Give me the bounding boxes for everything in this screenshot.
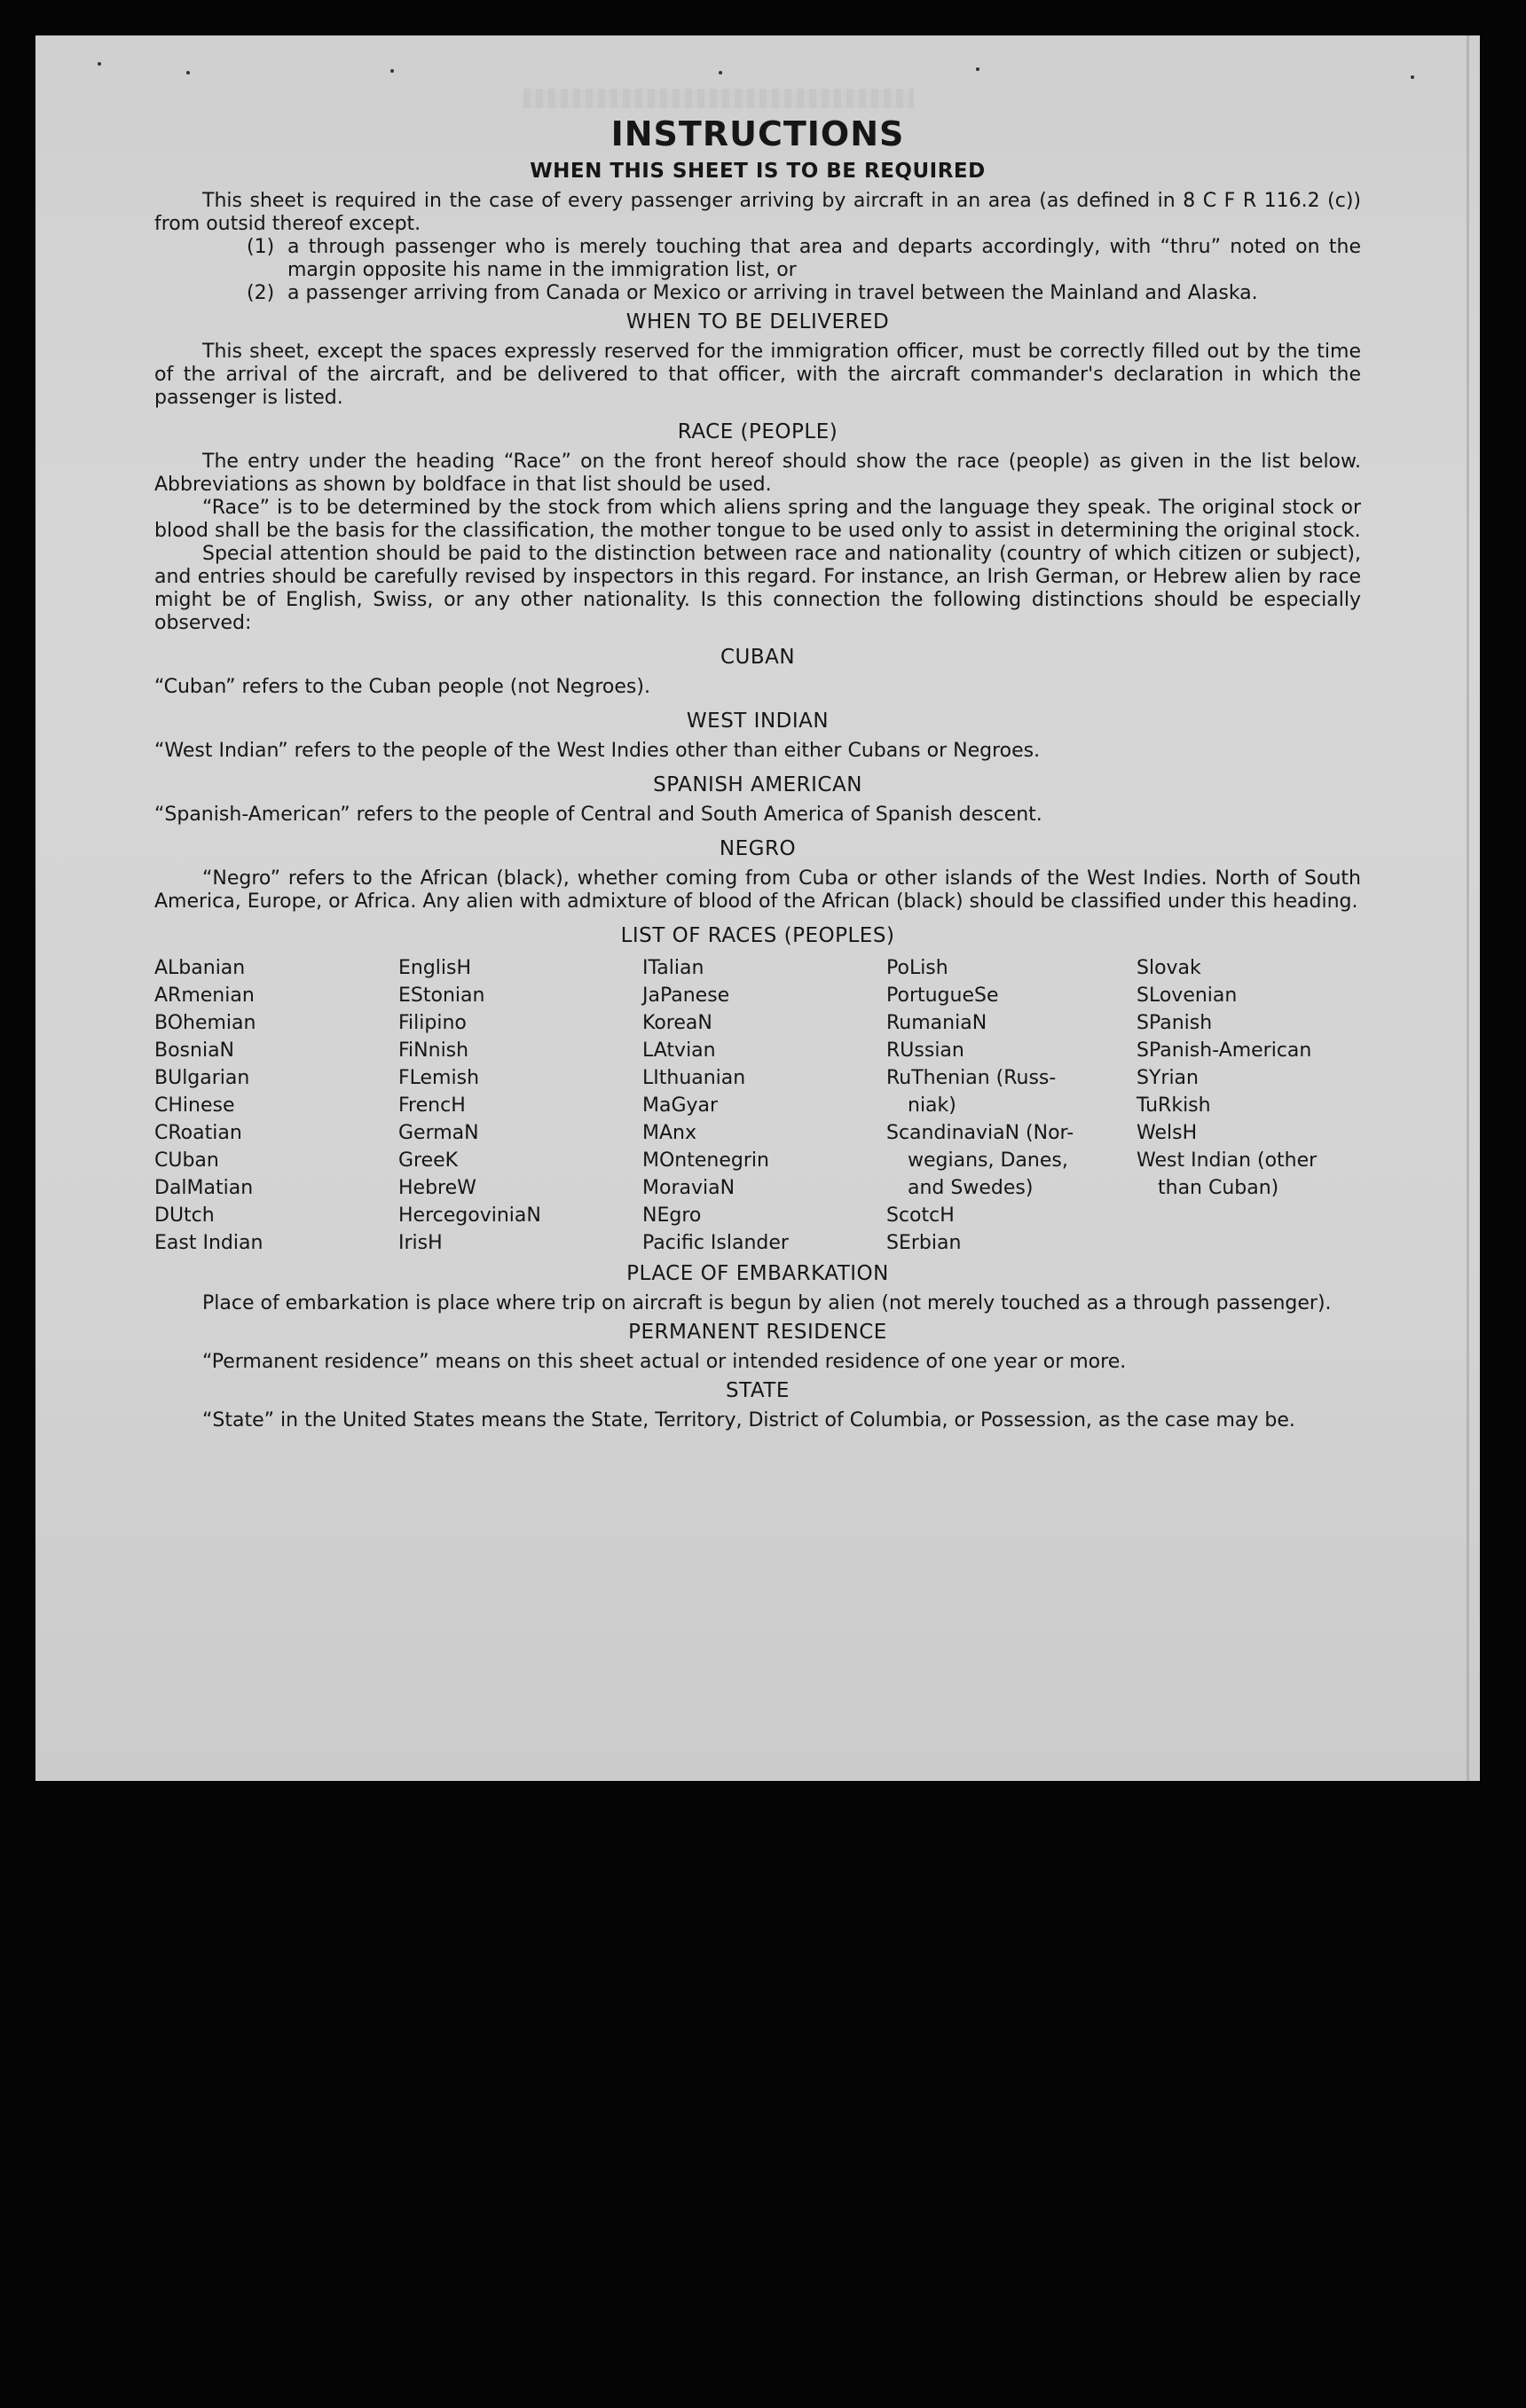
race-item: Slovak (1137, 957, 1201, 979)
race-item: West Indian (other (1137, 1149, 1318, 1172)
heading-cuban: CUBAN (720, 646, 796, 669)
embarkation-paragraph: Place of embarkation is place where trip on aircraft is begun by alien (not merely touched as a through passenger). (202, 1292, 1332, 1314)
race-column (642, 954, 886, 1257)
race-item: RumaniaN (886, 1012, 987, 1034)
race-item: SYrian (1137, 1067, 1199, 1089)
race-item: JaPanese (642, 984, 730, 1007)
heading-state: STATE (726, 1379, 790, 1402)
race-paragraph-1: The entry under the heading “Race” on the front hereof should show the race (people) as given in the list below. Abbreviations as shown by boldface in that list should be used. (154, 451, 1361, 496)
race-item: LAtvian (642, 1039, 716, 1062)
race-item: Filipino (398, 1012, 467, 1034)
cuban-paragraph: “Cuban” refers to the Cuban people (not Negroes). (154, 676, 650, 698)
race-item: TuRkish (1137, 1094, 1211, 1117)
race-item: Pacific Islander (642, 1232, 789, 1254)
permanent-residence-paragraph: “Permanent residence” means on this sheet actual or intended residence of one year or more. (202, 1351, 1127, 1373)
race-item: MOntenegrin (642, 1149, 769, 1172)
race-item: ScotcH (886, 1204, 955, 1227)
race-item: HebreW (398, 1177, 476, 1199)
exception-number: (1) (247, 236, 275, 258)
west-indian-paragraph: “West Indian” refers to the people of the West Indies other than either Cubans or Negroes. (154, 740, 1041, 762)
race-item: ScandinaviaN (Nor- (886, 1122, 1074, 1144)
race-item: WelsH (1137, 1122, 1198, 1144)
race-item: BosniaN (154, 1039, 235, 1062)
race-item: NEgro (642, 1204, 702, 1227)
race-item: CUban (154, 1149, 219, 1172)
exception-item (247, 236, 1361, 282)
state-paragraph: “State” in the United States means the State, Territory, District of Columbia, or Possession, as the case may be. (202, 1409, 1295, 1431)
race-item: wegians, Danes, (908, 1149, 1068, 1172)
race-column (154, 954, 398, 1257)
race-item: MoraviaN (642, 1177, 735, 1199)
race-item: FiNnish (398, 1039, 469, 1062)
race-item: SPanish-American (1137, 1039, 1312, 1062)
race-item: SErbian (886, 1232, 962, 1254)
race-item: East Indian (154, 1232, 264, 1254)
scan-speck (390, 69, 394, 73)
race-item: niak) (908, 1094, 956, 1117)
race-column (398, 954, 642, 1257)
race-paragraph-2: “Race” is to be determined by the stock from which aliens spring and the language they speak. The original stock or blood shall be the basis for the classification, the mother tongue to be used only to assist in determining the original stock. (154, 497, 1361, 542)
race-item: EStonian (398, 984, 485, 1007)
race-item: GreeK (398, 1149, 459, 1172)
race-item: DalMatian (154, 1177, 254, 1199)
race-item: BUlgarian (154, 1067, 250, 1089)
race-item: RuThenian (Russ- (886, 1067, 1057, 1089)
heading-list-of-races: LIST OF RACES (PEOPLES) (620, 924, 895, 947)
race-item: RUssian (886, 1039, 964, 1062)
races-list (154, 954, 1361, 1257)
heading-negro: NEGRO (719, 837, 797, 860)
race-item: FLemish (398, 1067, 480, 1089)
heading-embarkation: PLACE OF EMBARKATION (626, 1262, 889, 1285)
race-item: ARmenian (154, 984, 255, 1007)
heading-when-required: WHEN THIS SHEET IS TO BE REQUIRED (530, 160, 986, 183)
race-item: HercegoviniaN (398, 1204, 541, 1227)
race-item: DUtch (154, 1204, 215, 1227)
race-item: IrisH (398, 1232, 443, 1254)
race-item: SLovenian (1137, 984, 1238, 1007)
race-item: BOhemian (154, 1012, 256, 1034)
scan-speck (719, 71, 722, 75)
page-title: INSTRUCTIONS (610, 114, 905, 153)
race-item: MaGyar (642, 1094, 719, 1117)
scan-speck (186, 71, 190, 75)
race-item: KoreaN (642, 1012, 712, 1034)
race-item: PortugueSe (886, 984, 999, 1007)
exception-text: a through passenger who is merely touching that area and departs accordingly, with “thru” noted on the margin opposite his name in the immigration list, or (287, 236, 1361, 281)
when-required-paragraph: This sheet is required in the case of every passenger arriving by aircraft in an area (as defined in 8 C F R 116.2 (c)) from outsid thereof except. (154, 190, 1361, 235)
exception-text: a passenger arriving from Canada or Mexico or arriving in travel between the Mainland and Alaska. (287, 282, 1258, 304)
race-paragraph-3: Special attention should be paid to the distinction between race and nationality (country of which citizen or subject), and entries should be carefully revised by inspectors in this regard. For instance, an Irish German, or Hebrew alien by race might be of English, Swiss, or any other nationality. Is this connection the following distinctions should be especially observed: (154, 543, 1361, 634)
heading-when-delivered: WHEN TO BE DELIVERED (625, 310, 890, 333)
race-column (1137, 954, 1367, 1257)
race-item: GermaN (398, 1122, 479, 1144)
heading-race: RACE (PEOPLE) (677, 420, 838, 443)
race-item: CHinese (154, 1094, 235, 1117)
heading-spanish-american: SPANISH AMERICAN (653, 773, 862, 796)
exception-number: (2) (247, 282, 275, 304)
race-item: EnglisH (398, 957, 472, 979)
heading-permanent-residence: PERMANENT RESIDENCE (628, 1321, 887, 1344)
document-page (35, 35, 1480, 1781)
race-column (886, 954, 1137, 1257)
race-item: FrencH (398, 1094, 466, 1117)
race-item: ITalian (642, 957, 704, 979)
scan-speck (1411, 75, 1414, 79)
race-item: SPanish (1137, 1012, 1213, 1034)
heading-west-indian: WEST INDIAN (686, 710, 830, 733)
scan-speck (98, 62, 101, 66)
race-item: LIthuanian (642, 1067, 746, 1089)
race-item: ALbanian (154, 957, 246, 979)
scan-speck (976, 67, 979, 71)
negro-paragraph: “Negro” refers to the African (black), whether coming from Cuba or other islands of the West Indies. North of South America, Europe, or Africa. Any alien with admixture of blood of the African (black) should be classified under this heading. (154, 867, 1361, 913)
race-item: MAnx (642, 1122, 696, 1144)
spanish-american-paragraph: “Spanish-American” refers to the people of Central and South America of Spanish descent. (154, 804, 1042, 826)
race-item: PoLish (886, 957, 948, 979)
race-item: and Swedes) (908, 1177, 1034, 1199)
exception-item (247, 282, 1361, 305)
when-delivered-paragraph: This sheet, except the spaces expressly reserved for the immigration officer, must be correctly filled out by the time of the arrival of the aircraft, and be delivered to that officer, with the aircraft commander's declaration in which the passenger is listed. (154, 341, 1361, 409)
race-item: CRoatian (154, 1122, 242, 1144)
faded-stamp (523, 89, 914, 108)
race-item: than Cuban) (1158, 1177, 1279, 1199)
